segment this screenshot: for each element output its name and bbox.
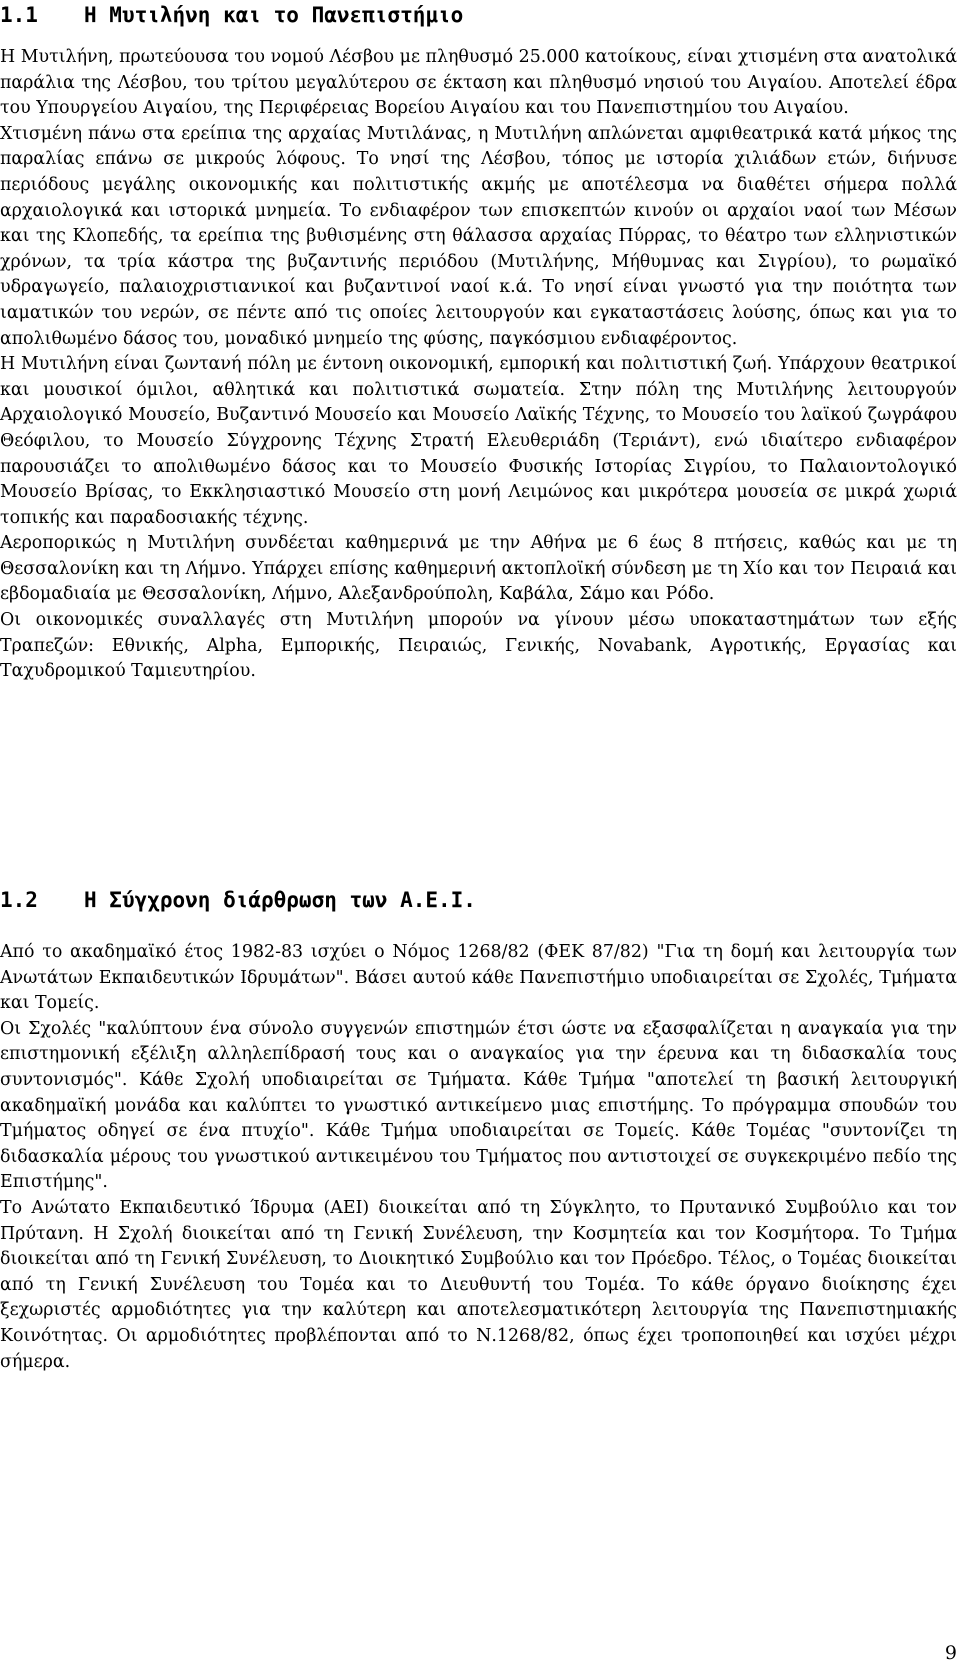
section-body: [0, 45, 957, 685]
section-number: 1.1: [0, 3, 38, 27]
section-number: 1.2: [0, 888, 38, 912]
paragraph: Οι οικονομικές συναλλαγές στη Μυτιλήνη μπορούν να γίνουν μέσω υποκαταστημάτων των εξής Τραπεζών: Εθνικής, Alpha, Εμπορικής, Πειραιώς, Γενικής, Novabank, Αγροτικής, Εργασίας και Ταχυδρομικού Ταμιευτηρίου.: [0, 610, 957, 682]
paragraph: Οι Σχολές "καλύπτουν ένα σύνολο συγγενών επιστημών έτσι ώστε να εξασφαλίζεται η αναγκαία για την επιστημονική εξέλιξη αλληλεπίδρασή τους και ο αναγκαίος για την έρευνα και τη διδασκαλία τους συντονισμός". Κάθε Σχολή υποδιαιρείται σε Τμήματα. Κάθε Τμήμα "αποτελεί τη βασική λειτουργική ακαδημαϊκή μονάδα και καλύπτει το γνωστικό αντικείμενο μιας επιστήμης. Το πρόγραμμα σπουδών του Τμήματος οδηγεί σε ένα πτυχίο". Κάθε Τμήμα υποδιαιρείται σε Τομείς. Κάθε Τομέας "συντονίζει τη διδασκαλία μέρους του γνωστικού αντικειμένου του Τμήματος που αντιστοιχεί σε συγκεκριμένο πεδίο της Επιστήμης".: [0, 1018, 957, 1193]
paragraph: Από το ακαδημαϊκό έτος 1982-83 ισχύει ο Νόμος 1268/82 (ΦΕΚ 87/82) "Για τη δομή και λειτουργία των Ανωτάτων Εκπαιδευτικών Ιδρυμάτων". Βάσει αυτού κάθε Πανεπιστήμιο υποδιαιρείται σε Σχολές, Τμήματα και Τομείς.: [0, 942, 957, 1014]
section-title: Η Σύγχρονη διάρθρωση των Α.Ε.Ι.: [84, 888, 476, 912]
paragraph: Η Μυτιλήνη είναι ζωντανή πόλη με έντονη οικονομική, εμπορική και πολιτιστική ζωή. Υπάρχουν θεατρικοί και μουσικοί όμιλοι, αθλητικά και πολιτιστικά σωματεία. Στην πόλη της Μυτιλήνης λειτουργούν Αρχαιολογικό Μουσείο, Βυζαντινό Μουσείο και Μουσείο Λαϊκής Τέχνης, το Μουσείο του λαϊκού ζωγράφου Θεόφιλου, το Μουσείο Σύγχρονης Τέχνης Στρατή Ελευθεριάδη (Τεριάντ), ενώ ιδιαίτερο ενδιαφέρον παρουσιάζει το απολιθωμένο δάσος και το Μουσείο Φυσικής Ιστορίας Σιγρίου, το Παλαιοντολογικό Μουσείο Βρίσας, το Εκκλησιαστικό Μουσείο στη μονή Λειμώνος και μικρότερα μουσεία σε μικρά χωριά τοπικής και παραδοσιακής τέχνης.: [0, 354, 957, 528]
page-number: 9: [944, 1642, 957, 1664]
paragraph: Αεροπορικώς η Μυτιλήνη συνδέεται καθημερινά με την Αθήνα με 6 έως 8 πτήσεις, καθώς και με τη Θεσσαλονίκη και τη Λήμνο. Υπάρχει επίσης καθημερινή ακτοπλοϊκή σύνδεση με τη Χίο και τον Πειραιά και εβδομαδιαία με Θεσσαλονίκη, Λήμνο, Αλεξανδρούπολη, Καβάλα, Σάμο και Ρόδο.: [0, 533, 957, 605]
paragraph: Χτισμένη πάνω στα ερείπια της αρχαίας Μυτιλάνας, η Μυτιλήνη απλώνεται αμφιθεατρικά κατά μήκος της παραλίας επάνω σε μικρούς λόφους. Το νησί της Λέσβου, τόπος με ιστορία χιλιάδων ετών, διήνυσε περιόδους μεγάλης οικονομικής και πολιτιστικής ακμής με αποτέλεσμα να διαθέτει σήμερα πολλά αρχαιολογικά και ιστορικά μνημεία. Το ενδιαφέρον των επισκεπτών κινούν οι αρχαίοι ναοί των Μέσων και της Κλοπεδής, τα ερείπια της βυθισμένης στη θάλασσα αρχαίας Πύρρας, το θέατρο των ελληνιστικών χρόνων, τα τρία κάστρα της βυζαντινής περιόδου (Μυτιλήνης, Μήθυμνας και Σιγρίου), το ρωμαϊκό υδραγωγείο, παλαιοχριστιανικοί και βυζαντινοί ναοί κ.ά. Το νησί είναι γνωστό για την ποιότητα των ιαματικών του νερών, σε πέντε από τις οποίες λειτουργούν και εγκαταστάσεις λούσης, όπως και για το απολιθωμένο δάσος του, μοναδικό μνημείο της φύσης, παγκόσμιου ενδιαφέροντος.: [0, 123, 957, 349]
section-heading: [0, 1, 463, 29]
section-heading: [0, 886, 476, 914]
section-body: [0, 940, 957, 1375]
section-title: Η Μυτιλήνη και το Πανεπιστήμιο: [84, 3, 464, 27]
paragraph: Το Ανώτατο Εκπαιδευτικό Ίδρυμα (ΑΕΙ) διοικείται από τη Σύγκλητο, το Πρυτανικό Συμβούλιο και τον Πρύτανη. Η Σχολή διοικείται από τη Γενική Συνέλευση, την Κοσμητεία και τον Κοσμήτορα. Το Τμήμα διοικείται από τη Γενική Συνέλευση, το Διοικητικό Συμβούλιο και τον Πρόεδρο. Τέλος, ο Τομέας διοικείται από τη Γενική Συνέλευση του Τομέα και το Διευθυντή του Τομέα. Το κάθε όργανο διοίκησης έχει ξεχωριστές αρμοδιότητες για την καλύτερη και αποτελεσματικότερη λειτουργία της Πανεπιστημιακής Κοινότητας. Οι αρμοδιότητες προβλέπονται από το Ν.1268/82, όπως έχει τροποποιηθεί και ισχύει μέχρι σήμερα.: [0, 1197, 957, 1372]
paragraph: Η Μυτιλήνη, πρωτεύουσα του νομού Λέσβου με πληθυσμό 25.000 κατοίκους, είναι χτισμένη στα ανατολικά παράλια της Λέσβου, του τρίτου μεγαλύτερου σε έκταση και πληθυσμό νησιού του Αιγαίου. Αποτελεί έδρα του Υπουργείου Αιγαίου, της Περιφέρειας Βορείου Αιγαίου και του Πανεπιστημίου του Αιγαίου.: [0, 47, 957, 119]
